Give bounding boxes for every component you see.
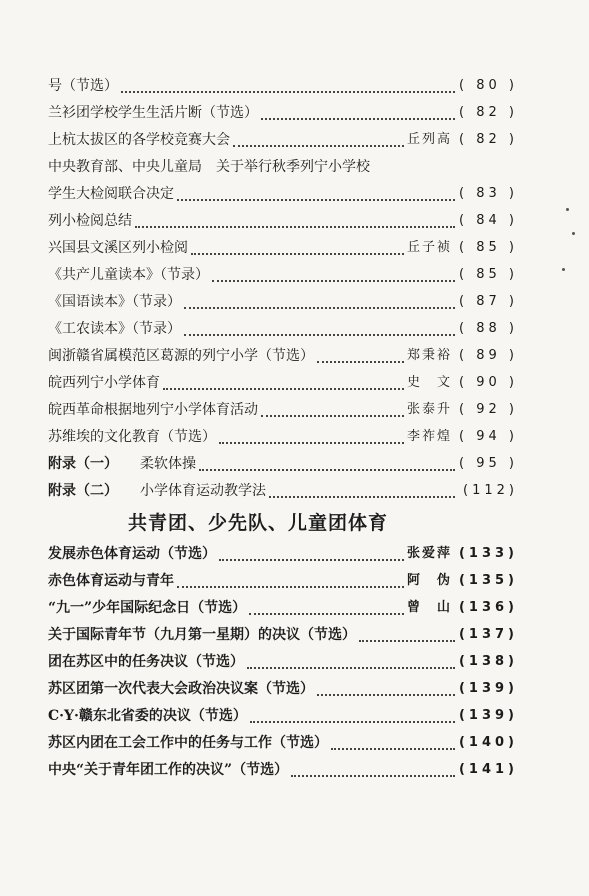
toc-entry-title: 中央“关于青年团工作的决议”（节选） — [48, 761, 289, 778]
dot-leader — [250, 709, 455, 723]
toc-entry-page-number: ( 82 ) — [459, 104, 518, 120]
dot-leader — [269, 484, 455, 498]
toc-entry — [48, 369, 518, 396]
toc-entry-page-number: (141) — [458, 761, 518, 777]
toc-entry — [48, 423, 518, 450]
toc-entry-page-number: ( 95 ) — [459, 455, 518, 471]
toc-entry — [48, 450, 518, 477]
toc-entry-author: 阿 伪 — [406, 572, 452, 588]
scan-speck — [562, 268, 565, 271]
toc-entry-title: 兴国县文溪区列小检阅 — [48, 239, 188, 256]
toc-entry-page-number: ( 89 ) — [459, 347, 518, 363]
toc-entry-page-number: ( 87 ) — [459, 293, 518, 309]
toc-entry — [48, 153, 518, 180]
dot-leader — [177, 187, 455, 201]
dot-leader — [249, 601, 404, 615]
toc-entry-page-number: ( 82 ) — [459, 131, 518, 147]
toc-entry-author: 曾 山 — [406, 599, 452, 615]
toc-entry — [48, 126, 518, 153]
toc-entry — [48, 648, 518, 675]
toc-entry-page-number: ( 80 ) — [459, 77, 518, 93]
table-of-contents-part-1 — [48, 72, 518, 504]
dot-leader — [359, 628, 455, 642]
toc-entry — [48, 567, 518, 594]
dot-leader — [247, 655, 455, 669]
toc-entry — [48, 234, 518, 261]
toc-entry-title: 中央教育部、中央儿童局 关于举行秋季列宁小学校 — [48, 158, 370, 175]
toc-entry-title: 苏维埃的文化教育（节选） — [48, 428, 216, 445]
toc-entry-page-number: (140) — [458, 734, 518, 750]
toc-entry-page-number: (138) — [458, 653, 518, 669]
dot-leader — [184, 295, 455, 309]
scan-speck — [572, 232, 575, 235]
toc-entry-page-number: ( 94 ) — [459, 428, 518, 444]
toc-entry — [48, 396, 518, 423]
toc-entry-page-number: (137) — [458, 626, 518, 642]
toc-entry-title: 上杭太拔区的各学校竞赛大会 — [48, 131, 230, 148]
toc-entry-page-number: ( 92 ) — [459, 401, 518, 417]
toc-entry-page-number: (133) — [458, 545, 518, 561]
toc-entry-page-number: (112) — [463, 482, 518, 498]
dot-leader — [219, 547, 404, 561]
toc-entry-title: 苏区内团在工会工作中的任务与工作（节选） — [48, 734, 328, 751]
toc-entry — [48, 540, 518, 567]
dot-leader — [199, 457, 455, 471]
toc-entry — [48, 288, 518, 315]
toc-entry-author: 史 文 — [406, 374, 452, 390]
toc-entry-title: C·Y·赣东北省委的决议（节选） — [48, 707, 247, 724]
toc-entry-author: 李祚煌 — [406, 428, 452, 444]
dot-leader — [317, 349, 404, 363]
toc-entry — [48, 621, 518, 648]
toc-entry — [48, 99, 518, 126]
toc-entry-subtitle: 柔软体操 — [140, 455, 196, 472]
scan-speck — [566, 208, 569, 211]
toc-entry — [48, 72, 518, 99]
toc-entry-title: 赤色体育运动与青年 — [48, 572, 174, 589]
toc-entry-title: 关于国际青年节（九月第一星期）的决议（节选） — [48, 626, 356, 643]
toc-entry-title: 兰衫团学校学生生活片断（节选） — [48, 104, 258, 121]
toc-entry — [48, 756, 518, 783]
dot-leader — [261, 403, 404, 417]
toc-entry-page-number: (139) — [458, 707, 518, 723]
toc-entry-title: 《国语读本》（节录） — [48, 293, 181, 310]
toc-entry-title: 《共产儿童读本》（节录） — [48, 266, 209, 283]
toc-entry — [48, 207, 518, 234]
toc-entry-page-number: ( 85 ) — [459, 266, 518, 282]
toc-entry-page-number: (136) — [458, 599, 518, 615]
toc-entry-page-number: ( 90 ) — [459, 374, 518, 390]
toc-entry-author: 张爱萍 — [406, 545, 452, 561]
toc-entry-title: 附录（一） — [48, 455, 118, 472]
dot-leader — [121, 79, 455, 93]
toc-entry — [48, 675, 518, 702]
toc-entry-title: 附录（二） — [48, 482, 118, 499]
toc-entry-page-number: (135) — [458, 572, 518, 588]
toc-entry — [48, 594, 518, 621]
toc-entry-title: 闽浙赣省属模范区葛源的列宁小学（节选） — [48, 347, 314, 364]
dot-leader — [212, 268, 455, 282]
toc-entry-title: “九一”少年国际纪念日（节选） — [48, 599, 247, 616]
dot-leader — [191, 241, 404, 255]
toc-entry-title: 学生大检阅联合决定 — [48, 185, 174, 202]
toc-entry-title: 《工农读本》（节录） — [48, 320, 181, 337]
toc-entry-page-number: ( 88 ) — [459, 320, 518, 336]
toc-entry — [48, 702, 518, 729]
dot-leader — [317, 682, 455, 696]
toc-entry-page-number: ( 83 ) — [459, 185, 518, 201]
toc-entry-author: 丘列高 — [406, 131, 452, 147]
toc-entry — [48, 729, 518, 756]
toc-entry-subtitle: 小学体育运动教学法 — [140, 482, 266, 499]
toc-entry-title: 团在苏区中的任务决议（节选） — [48, 653, 244, 670]
toc-entry-author: 张泰升 — [406, 401, 452, 417]
toc-entry-page-number: ( 85 ) — [459, 239, 518, 255]
toc-entry — [48, 477, 518, 504]
dot-leader — [261, 106, 455, 120]
toc-entry-page-number: (139) — [458, 680, 518, 696]
toc-entry-title: 发展赤色体育运动（节选） — [48, 545, 216, 562]
toc-entry-author: 郑秉裕 — [406, 347, 452, 363]
toc-entry — [48, 342, 518, 369]
section-heading: 共青团、少先队、儿童团体育 — [128, 512, 389, 534]
dot-leader — [135, 214, 455, 228]
toc-entry-title: 号（节选） — [48, 77, 118, 94]
toc-entry-title: 皖西革命根据地列宁小学体育活动 — [48, 401, 258, 418]
toc-entry-title: 皖西列宁小学体育 — [48, 374, 160, 391]
toc-entry-title: 苏区团第一次代表大会政治决议案（节选） — [48, 680, 314, 697]
dot-leader — [233, 133, 404, 147]
dot-leader — [331, 736, 455, 750]
toc-entry — [48, 180, 518, 207]
dot-leader — [163, 376, 404, 390]
toc-entry — [48, 261, 518, 288]
toc-entry-title: 列小检阅总结 — [48, 212, 132, 229]
toc-entry — [48, 315, 518, 342]
dot-leader — [291, 763, 455, 777]
toc-entry-page-number: ( 84 ) — [459, 212, 518, 228]
dot-leader — [184, 322, 455, 336]
table-of-contents-part-2 — [48, 540, 518, 783]
dot-leader — [177, 574, 404, 588]
toc-entry-author: 丘子祯 — [406, 239, 452, 255]
dot-leader — [219, 430, 404, 444]
